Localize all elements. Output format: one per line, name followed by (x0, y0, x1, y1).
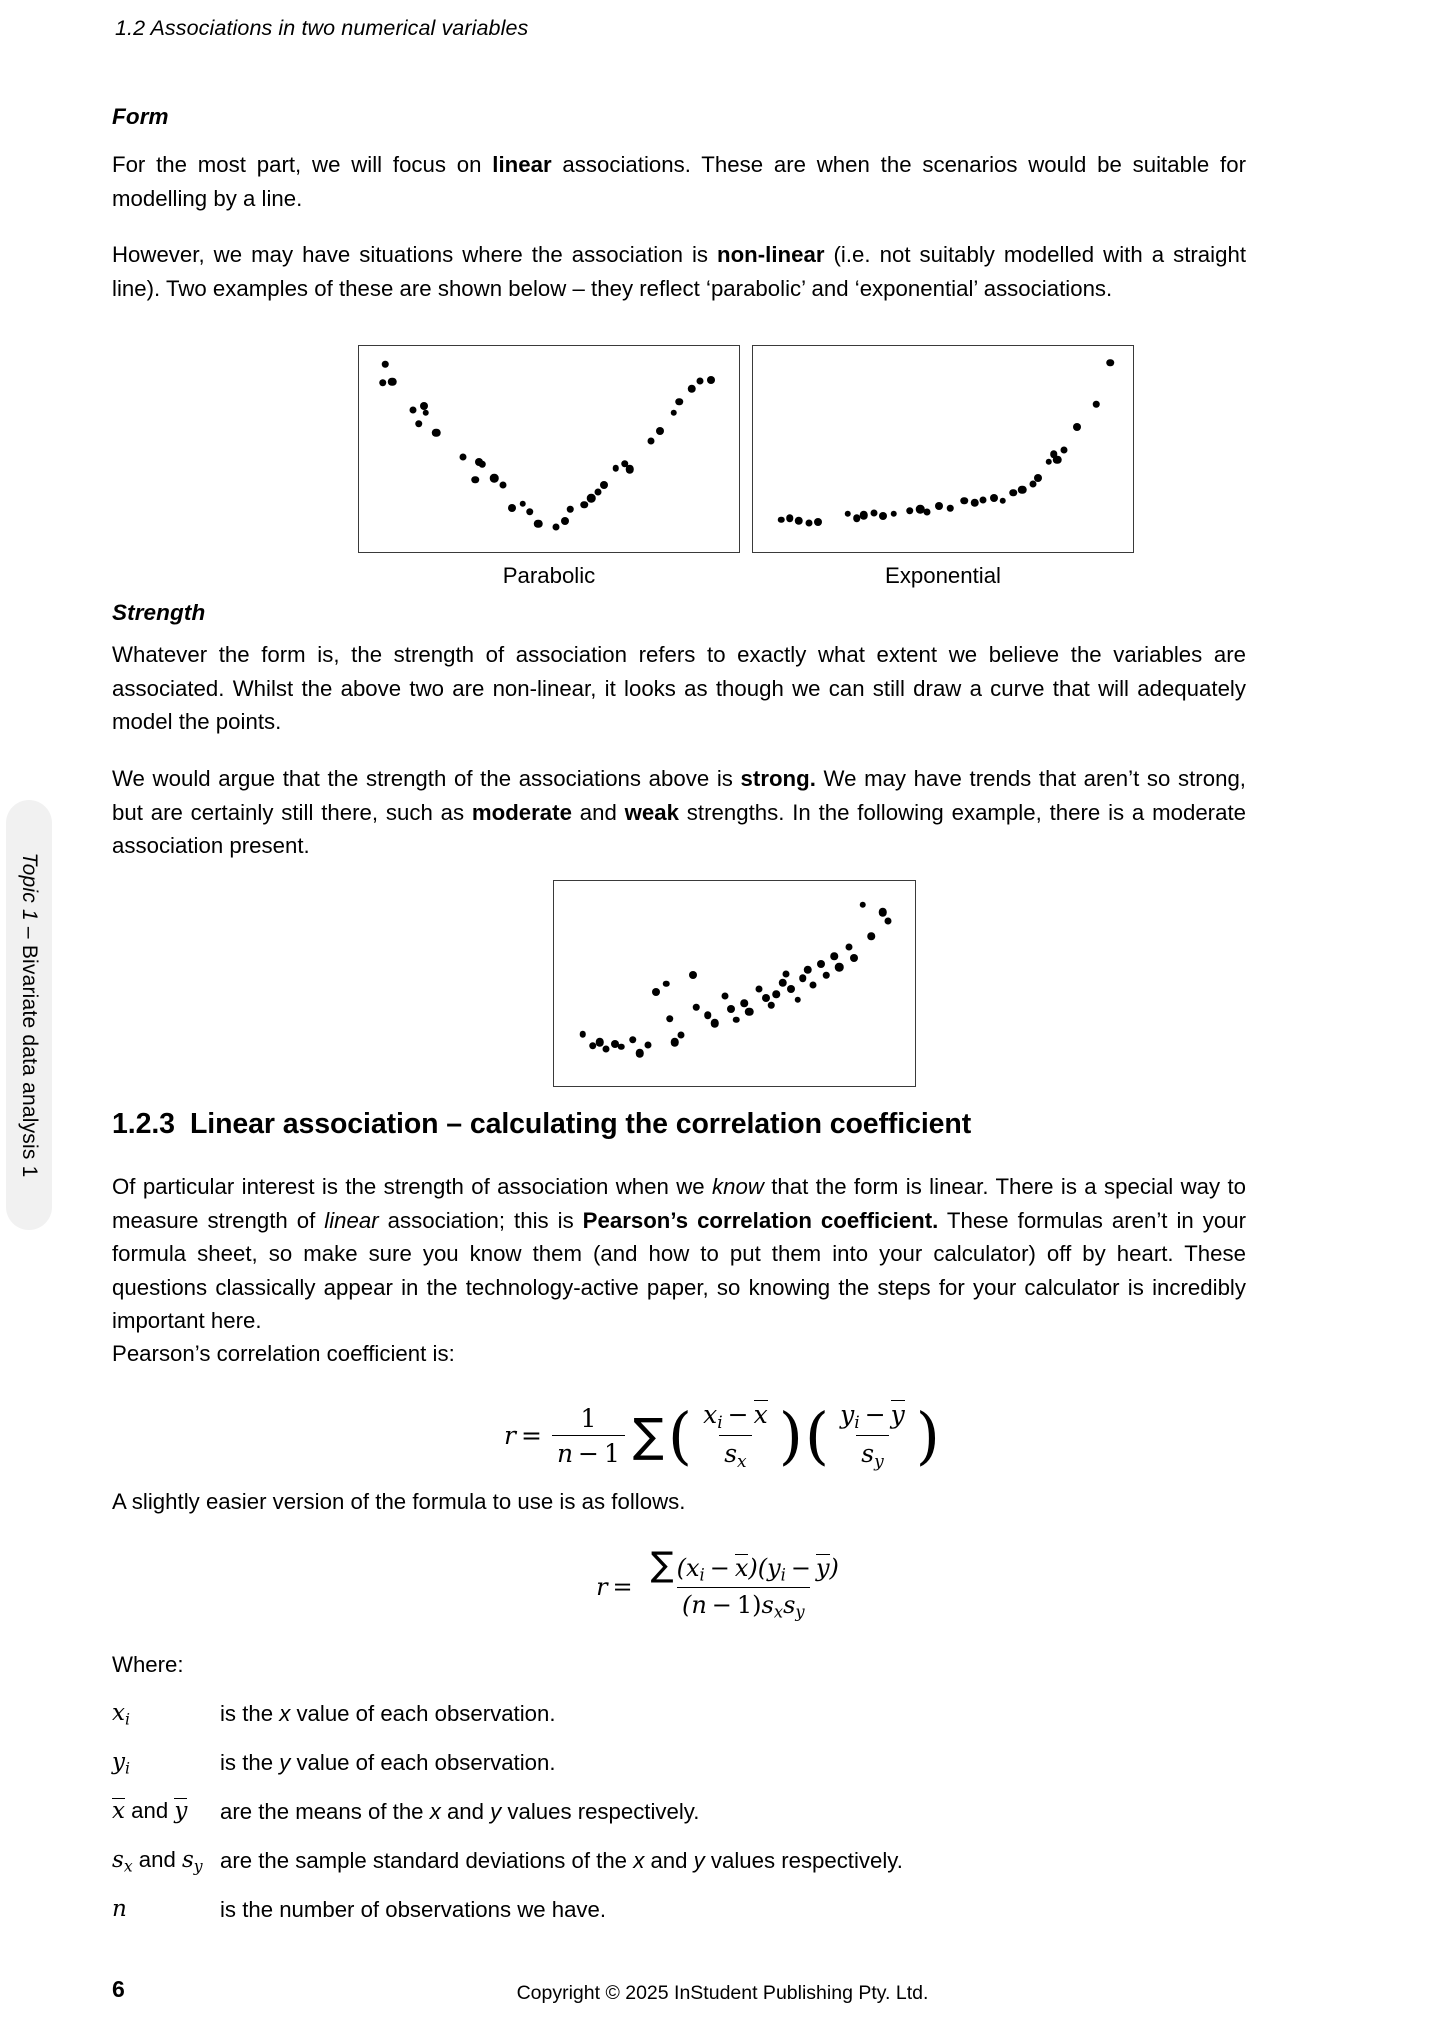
text-run: value of each observation. (290, 1750, 556, 1775)
num-one: 1 (604, 1438, 620, 1468)
where-row-yi (112, 1749, 1246, 1798)
running-header: 1.2 Associations in two numerical variables (115, 16, 529, 40)
scatter-point (783, 970, 790, 977)
scatter-point (794, 517, 803, 526)
scatter-plot-parabolic (358, 345, 740, 553)
scatter-point (733, 1016, 740, 1023)
scatter-point (835, 963, 844, 972)
scatter-point (648, 437, 655, 444)
scatter-point (741, 1000, 749, 1008)
text-run: and (571, 799, 625, 825)
scatter-point (1029, 481, 1036, 488)
formula-equals: = (612, 1572, 633, 1601)
formula-pearson-simplified (0, 1545, 1445, 1622)
where-definition (220, 1897, 606, 1923)
text-run: is the (220, 1750, 280, 1775)
text-run: and (644, 1848, 694, 1873)
scatter-point (534, 519, 543, 528)
scatter-point (871, 509, 878, 516)
var-s: s (724, 1438, 738, 1468)
var-x: x (703, 1400, 718, 1429)
scatter-point (884, 918, 891, 925)
op-minus: − (864, 1400, 886, 1429)
fraction-denominator (719, 1435, 751, 1472)
var-s: s (861, 1438, 875, 1468)
scatter-point (479, 461, 486, 468)
formula-fraction-covariance (643, 1545, 844, 1622)
text-italic: x (633, 1848, 645, 1873)
scatter-point (850, 954, 858, 962)
text-run: We may have trends that aren’t so strong, but are certainly still there, such as (112, 766, 1246, 825)
paragraph-lead-in-1: Pearson’s correlation coefficient is: (112, 1341, 455, 1366)
scatter-point (519, 500, 526, 507)
scatter-point (561, 517, 569, 525)
text-run: However, we may have situations where the association is (112, 242, 718, 267)
formula-variable-r: r (596, 1572, 608, 1601)
scatter-point (508, 504, 516, 512)
scatter-point (567, 506, 574, 513)
scatter-point (663, 980, 670, 987)
scatter-point (845, 510, 852, 517)
text-run: values respectively. (501, 1799, 700, 1824)
scatter-point (670, 1038, 679, 1047)
scatter-point (704, 1011, 712, 1019)
scatter-point (970, 498, 979, 507)
scatter-point (947, 505, 954, 512)
text-bold-weak: weak (624, 799, 679, 825)
fraction-denominator (552, 1435, 625, 1468)
scatter-point (693, 1004, 700, 1011)
scatter-point (1010, 489, 1018, 497)
scatter-point (618, 1044, 625, 1051)
text-bold-linear: linear (492, 152, 552, 177)
text-run: is the number of observations we have. (220, 1897, 607, 1922)
text-bold-nonlinear: non-linear (717, 242, 825, 267)
scatter-point (1053, 456, 1062, 465)
var-s: s (181, 1847, 194, 1873)
scatter-point (580, 501, 588, 509)
paragraph-strength-2 (112, 762, 1246, 863)
scatter-point (806, 519, 813, 526)
scatter-point (629, 1036, 637, 1044)
text-run: (i.e. not suitably modelled with a straight line). Two examples of these are shown below – they reflect ‘parabolic’ and ‘exponential’ associations. (112, 242, 1246, 301)
scatter-point (727, 1005, 735, 1013)
scatter-point (990, 494, 998, 502)
text-italic: x (429, 1799, 441, 1824)
text-run: that the form is linear. There is a special way to measure strength of (112, 1174, 1246, 1233)
fraction-numerator: 1 (580, 1403, 597, 1433)
scatter-point (1018, 486, 1027, 495)
footer-copyright: Copyright © 2025 InStudent Publishing Pty. Ltd. (516, 1982, 929, 2004)
where-term (112, 1798, 187, 1824)
text-run: These formulas aren’t in your formula sheet, so make sure you know them (and how to put them into your calculator) off by heart. These questions classically appear in the technology-active paper, so knowing the steps for your calculator is incredibly important here. (112, 1207, 1246, 1333)
heading-form: Form (112, 104, 169, 129)
scatter-point (867, 933, 875, 941)
left-paren: ( (667, 1398, 693, 1472)
text-bold-pearsons: Pearson’s correlation coefficient. (582, 1207, 939, 1233)
scatter-point (1073, 423, 1081, 431)
text-run: We would argue that the strength of the associations above is (112, 766, 741, 791)
scatter-point (817, 960, 825, 968)
paragraph-form-2 (112, 238, 1246, 305)
scatter-point (878, 908, 887, 917)
scatter-point (666, 1015, 674, 1023)
sub-i: i (717, 1412, 723, 1433)
formula-equals: = (520, 1421, 542, 1451)
where-definition (220, 1848, 903, 1874)
scatter-point (379, 379, 387, 387)
scatter-point (859, 902, 866, 909)
where-term: $y_i$ (112, 1749, 130, 1778)
scatter-point (814, 518, 822, 526)
text-italic: y (693, 1848, 705, 1873)
scatter-point (697, 377, 704, 384)
footer-page-number: 6 (112, 1976, 125, 2002)
scatter-point (779, 978, 788, 987)
fraction-denominator: $(n - 1)s_xs_y$ (677, 1587, 810, 1622)
right-paren: ) (915, 1398, 940, 1472)
scatter-plot-exponential (752, 345, 1134, 553)
scatter-point (595, 488, 602, 495)
summation-symbol: ∑ (632, 1407, 664, 1462)
scatter-point (587, 494, 596, 503)
sub-y: y (193, 1856, 203, 1876)
scatter-point (526, 508, 534, 516)
left-paren: ( (804, 1398, 830, 1472)
scatter-point (756, 985, 763, 992)
scatter-point (626, 465, 635, 474)
text-run: are the sample standard deviations of the (220, 1848, 634, 1873)
scatter-point (689, 971, 697, 979)
text-run: value of each observation. (290, 1701, 556, 1726)
scatter-point (603, 1045, 610, 1052)
scatter-point (644, 1042, 651, 1049)
right-paren: ) (778, 1398, 803, 1472)
paragraph-lead-in-2: A slightly easier version of the formula to use is as follows. (112, 1489, 686, 1514)
scatter-point (1045, 458, 1052, 465)
scatter-point (635, 1049, 644, 1058)
scatter-point (671, 409, 678, 416)
scatter-point (935, 502, 943, 510)
scatter-point (804, 966, 813, 975)
paragraph-strength-1: Whatever the form is, the strength of association refers to exactly what extent we believe the variables are associated. Whilst the above two are non-linear, it looks as though we can still draw a curve that will adequately model the points. (112, 642, 1246, 734)
scatter-point (906, 507, 914, 515)
text-run: is the (220, 1701, 280, 1726)
text-run: strengths. In the following example, there is a moderate association present. (112, 799, 1246, 858)
scatter-point (415, 420, 423, 428)
section-number: 1.2.3 (112, 1108, 175, 1140)
scatter-point (879, 512, 887, 520)
scatter-point (678, 1032, 685, 1039)
formula-fraction-x-standardised (698, 1400, 773, 1472)
scatter-point (423, 409, 430, 416)
text-italic: x (279, 1701, 291, 1726)
scatter-point (595, 1038, 604, 1047)
section-title: Linear association – calculating the correlation coefficient (190, 1108, 972, 1140)
fraction-numerator (835, 1400, 910, 1435)
scatter-point (613, 465, 620, 472)
scatter-point (795, 997, 802, 1004)
scatter-point (721, 993, 728, 1000)
where-definition (220, 1750, 556, 1776)
scatter-point (960, 497, 968, 505)
scatter-point (772, 991, 780, 999)
formula-variable-r: r (504, 1421, 516, 1451)
scatter-point (787, 985, 795, 993)
text-italic: y (279, 1750, 291, 1775)
scatter-point (490, 474, 499, 483)
scatter-point (1000, 498, 1007, 505)
figure-row-nonlinear (358, 345, 1134, 553)
paragraph-form-1 (112, 148, 1246, 215)
where-row-xi (112, 1700, 1246, 1749)
scatter-point (471, 476, 479, 484)
text-run: association; this is (378, 1207, 583, 1233)
text-run: associations. These are when the scenarios would be suitable for modelling by a line. (112, 152, 1246, 211)
scatter-point (432, 428, 441, 437)
text-italic-linear: linear (324, 1207, 379, 1233)
scatter-point (1061, 446, 1068, 453)
caption-parabolic: Parabolic (502, 563, 596, 588)
scatter-point (707, 376, 715, 384)
topic-side-tab (6, 800, 52, 1230)
scatter-point (600, 481, 608, 489)
scatter-point (890, 510, 897, 517)
scatter-point (786, 514, 794, 522)
var-x-bar: x (112, 1798, 125, 1824)
scatter-point (1034, 474, 1042, 482)
scatter-point (553, 524, 560, 531)
text-run: and (440, 1799, 491, 1824)
sub-x: x (123, 1856, 133, 1876)
scatter-point (675, 398, 683, 406)
where-label: Where: (112, 1652, 184, 1677)
var-n: n (556, 1438, 574, 1468)
var-s: s (112, 1847, 124, 1873)
var-x-bar: x (753, 1400, 768, 1429)
topic-side-tab-label-topic: Topic 1 (18, 852, 41, 921)
formula-pearson-standardised (0, 1400, 1445, 1472)
scatter-point (980, 496, 987, 503)
fraction-numerator (698, 1400, 773, 1435)
formula-fraction-y-standardised (835, 1400, 910, 1472)
where-definition (220, 1701, 556, 1727)
where-row-means (112, 1798, 1246, 1847)
scatter-point (768, 1002, 775, 1009)
scatter-point (580, 1031, 587, 1038)
text-run: values respectively. (704, 1848, 903, 1873)
sub-x: x (737, 1451, 747, 1472)
where-term (112, 1847, 203, 1875)
text-italic-know: know (711, 1174, 764, 1199)
where-row-sds (112, 1847, 1246, 1896)
scatter-point (831, 953, 839, 961)
heading-strength: Strength (112, 600, 206, 625)
text-run: Of particular interest is the strength of association when we (112, 1174, 712, 1199)
paragraph-123-intro (112, 1170, 1246, 1338)
where-definition-list (112, 1700, 1246, 1945)
scatter-point (1093, 401, 1100, 408)
scatter-point (500, 482, 507, 489)
sub-y: y (874, 1451, 884, 1472)
section-heading-123 (112, 1108, 971, 1141)
caption-exponential: Exponential (885, 563, 1001, 588)
scatter-point (745, 1007, 754, 1016)
scatter-point (687, 385, 696, 394)
var-n: n (112, 1896, 127, 1922)
scatter-point (778, 517, 785, 524)
where-definition (220, 1799, 699, 1825)
scatter-point (382, 361, 389, 368)
topic-side-tab-label-rest: – Bivariate data analysis 1 (18, 920, 41, 1178)
scatter-point (860, 511, 869, 520)
scatter-point (656, 427, 664, 435)
scatter-point (652, 988, 660, 996)
where-row-n (112, 1896, 1246, 1945)
scatter-point (410, 406, 417, 413)
var-y-bar: y (890, 1400, 905, 1429)
text-run: For the most part, we will focus on (112, 152, 493, 177)
scatter-point (809, 982, 816, 989)
fraction-denominator (856, 1435, 888, 1472)
where-term (112, 1896, 127, 1922)
var-y: y (840, 1400, 855, 1429)
scatter-point (799, 974, 807, 982)
scatter-point (388, 377, 397, 386)
text-and: and (132, 1847, 182, 1872)
scatter-plot-moderate (553, 880, 916, 1087)
scatter-point (846, 944, 853, 951)
text-bold-moderate: moderate (471, 799, 572, 825)
topic-side-tab-label (17, 853, 41, 1178)
op-minus: − (578, 1438, 599, 1468)
fraction-numerator: ∑ $(x_i - x)(y_i - y)$ (650, 1545, 839, 1585)
op-minus: − (727, 1400, 749, 1429)
text-bold-strong: strong. (740, 766, 816, 791)
scatter-point (710, 1019, 719, 1028)
scatter-point (459, 454, 466, 461)
text-and: and (124, 1798, 175, 1823)
scatter-point (762, 994, 770, 1002)
scatter-point (823, 972, 830, 979)
scatter-point (924, 508, 931, 515)
text-run: are the means of the (220, 1799, 430, 1824)
formula-fraction-1-over-n-minus-1 (552, 1404, 625, 1468)
var-y-bar: y (174, 1798, 188, 1824)
where-term: $x_i$ (112, 1700, 130, 1729)
text-italic: y (490, 1799, 502, 1824)
scatter-point (1106, 359, 1114, 367)
sub-i: i (854, 1412, 860, 1433)
